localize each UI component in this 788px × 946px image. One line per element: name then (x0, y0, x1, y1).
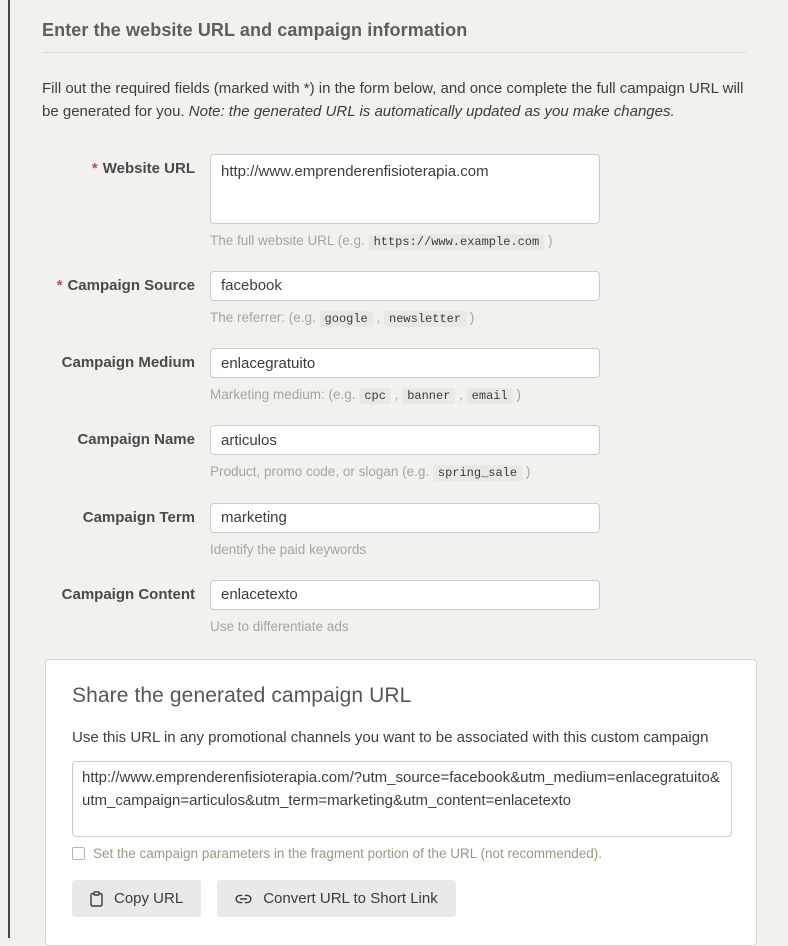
website-url-input[interactable] (210, 154, 600, 224)
field-label: Campaign Name (77, 431, 195, 449)
field-help: Identify the paid keywords (210, 541, 367, 557)
field-row-campaign-content (42, 580, 760, 637)
link-icon (235, 894, 252, 904)
share-url-card (45, 659, 757, 946)
field-help: Marketing medium: (e.g. cpc , banner , email ) (210, 387, 521, 403)
fragment-checkbox-label: Set the campaign parameters in the fragment portion of the URL (not recommended). (93, 846, 603, 861)
field-row-campaign-source (42, 271, 760, 328)
campaign-medium-input[interactable] (210, 348, 600, 378)
window-left-edge (8, 0, 10, 938)
generated-url-textarea[interactable] (72, 761, 732, 837)
clipboard-icon (90, 891, 103, 907)
shorten-url-button[interactable] (217, 880, 456, 917)
field-label: Campaign Content (61, 585, 195, 603)
copy-url-label: Copy URL (114, 890, 184, 907)
example-code: google (320, 311, 373, 327)
example-code: https://www.example.com (369, 234, 545, 250)
heading-divider (42, 52, 746, 53)
field-label: Campaign Source (67, 276, 195, 294)
intro-note: Note: the generated URL is automatically updated as you make changes. (188, 103, 675, 121)
campaign-name-input[interactable] (210, 425, 600, 455)
field-row-campaign-term (42, 503, 760, 560)
campaign-term-input[interactable] (210, 503, 600, 533)
field-label: Campaign Term (82, 508, 195, 526)
campaign-form (42, 154, 760, 638)
field-label: Website URL (102, 159, 195, 177)
intro-text: Fill out the required fields (marked with *) in the form below, and once complete the full campaign URL will be generated for you. (42, 80, 744, 121)
campaign-source-input[interactable] (210, 271, 600, 301)
campaign-content-input[interactable] (210, 580, 600, 610)
fragment-checkbox[interactable] (72, 847, 85, 860)
field-help: The full website URL (e.g. https://www.example.com ) (210, 232, 553, 249)
field-help: Product, promo code, or slogan (e.g. spring_sale ) (210, 464, 531, 481)
field-help: Use to differentiate ads (210, 618, 349, 634)
field-row-website-url (42, 154, 760, 251)
shorten-url-label: Convert URL to Short Link (263, 890, 438, 907)
share-card-description: Use this URL in any promotional channels you want to be associated with this custom campaign (72, 729, 709, 746)
field-row-campaign-medium (42, 348, 760, 405)
fragment-option-row (72, 846, 732, 861)
share-actions (72, 880, 732, 917)
example-code: spring_sale (433, 465, 522, 481)
example-code: banner (402, 388, 455, 404)
intro-paragraph (42, 77, 756, 124)
example-code: cpc (359, 388, 391, 404)
page-title: Enter the website URL and campaign information (42, 20, 468, 40)
example-code: newsletter (384, 311, 466, 327)
copy-url-button[interactable] (72, 880, 201, 917)
required-asterisk: * (56, 276, 63, 294)
share-card-title: Share the generated campaign URL (72, 684, 412, 707)
field-row-campaign-name (42, 425, 760, 482)
example-code: email (467, 388, 513, 404)
field-label: Campaign Medium (61, 354, 195, 371)
field-help: The referrer: (e.g. google , newsletter ) (210, 309, 475, 326)
required-asterisk: * (91, 159, 98, 177)
